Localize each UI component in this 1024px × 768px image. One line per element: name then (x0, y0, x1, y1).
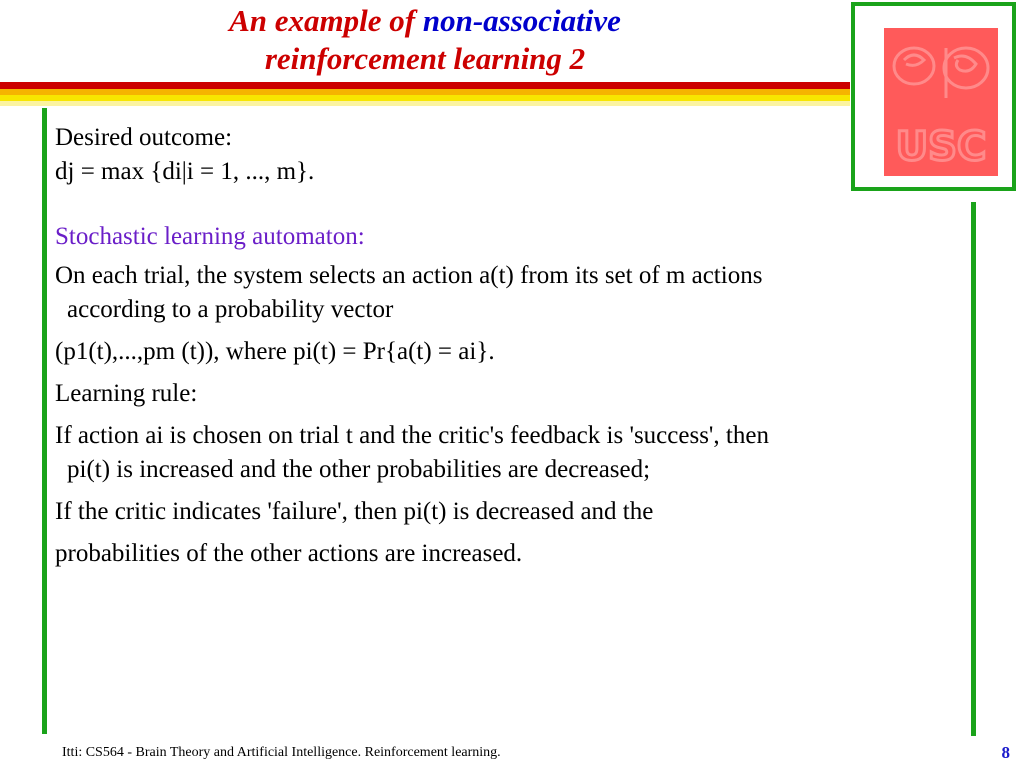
page-number: 8 (1001, 743, 1010, 762)
footer-text: Itti: CS564 - Brain Theory and Artificial Intelligence. Reinforcement learning. (62, 745, 501, 760)
desired-outcome-heading: Desired outcome: (55, 124, 233, 151)
slide-body (55, 121, 965, 571)
title-accent: non-associative (422, 3, 621, 38)
trial-description-cont: according to a probability vector (67, 296, 394, 323)
trial-description: On each trial, the system selects an action a(t) from its set of m actions (55, 262, 763, 289)
desired-outcome-formula: dj = max {di|i = 1, ..., m}. (55, 158, 315, 185)
failure-rule-cont: probabilities of the other actions are increased. (55, 540, 523, 567)
success-rule: If action ai is chosen on trial t and the critic's feedback is 'success', then (55, 422, 769, 449)
success-rule-cont: pi(t) is increased and the other probabilities are decreased; (67, 456, 651, 483)
spacer (55, 189, 965, 220)
probability-vector: (p1(t),...,pm (t)), where pi(t) = Pr{a(t) = ai}. (55, 338, 495, 365)
header-stripe-red (0, 82, 850, 89)
slide-title (0, 2, 850, 78)
title-prefix: An example of (229, 3, 423, 38)
failure-rule: If the critic indicates 'failure', then pi(t) is decreased and the (55, 498, 654, 525)
logo-text: USC (895, 124, 987, 170)
left-accent-line (42, 108, 47, 734)
right-accent-line (971, 202, 976, 736)
learning-rule-heading: Learning rule: (55, 380, 198, 407)
automaton-heading: Stochastic learning automaton: (55, 223, 365, 250)
header-stripe-pale (0, 101, 850, 106)
title-line-2: reinforcement learning 2 (264, 41, 586, 76)
title-line-1 (0, 2, 850, 40)
